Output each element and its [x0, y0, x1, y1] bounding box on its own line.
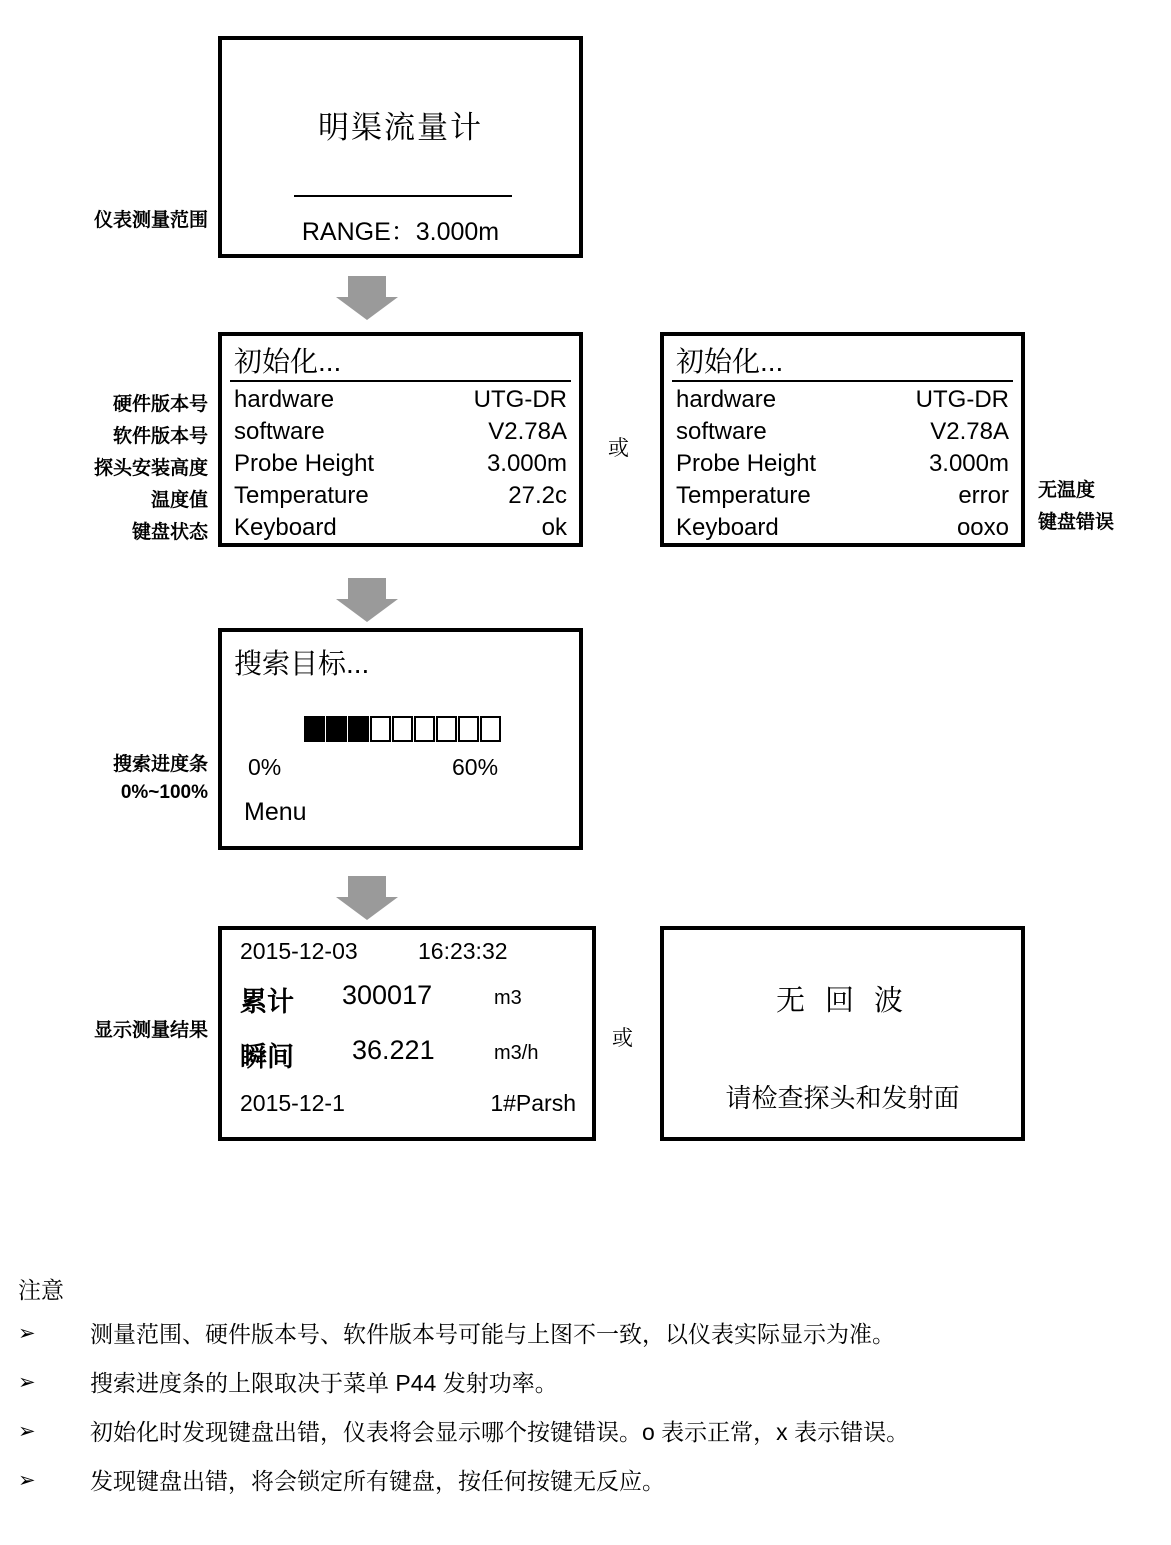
row-value: UTG-DR	[473, 386, 567, 413]
row-value: UTG-DR	[915, 386, 1009, 413]
label-hardware-version: 硬件版本号	[112, 394, 208, 415]
result-date: 2015-12-03	[240, 938, 358, 964]
no-echo-title: 无 回 波	[775, 985, 910, 1017]
progress-cell	[326, 716, 347, 742]
list-item	[18, 1466, 1148, 1496]
init-title-text: 初始化...	[234, 346, 342, 377]
note-text: 测量范围、硬件版本号、软件版本号可能与上图不一致，以仪表实际显示为准。	[90, 1321, 895, 1347]
label-measuring-range: 仪表测量范围	[93, 210, 208, 231]
note-text: 搜索进度条的上限取决于菜单 P44 发射功率。	[90, 1370, 558, 1396]
instant-flow-value: 36.221	[352, 1035, 435, 1065]
init-title-text: 初始化...	[676, 346, 784, 377]
progress-cell	[304, 716, 325, 742]
init-divider	[672, 380, 1013, 382]
table-row	[222, 416, 579, 448]
row-value: V2.78A	[488, 418, 567, 445]
row-key: Probe Height	[676, 450, 817, 477]
screen-search-target	[218, 628, 583, 850]
arrow-bullet-icon: ➢	[18, 1420, 36, 1443]
row-key: Keyboard	[234, 514, 337, 541]
row-key: software	[676, 418, 767, 445]
progress-cell	[480, 716, 501, 742]
flow-arrow-down-icon	[336, 578, 398, 622]
label-temperature: 温度值	[150, 490, 208, 511]
init-divider	[230, 380, 571, 382]
row-value: 27.2c	[508, 482, 567, 509]
screen-title	[218, 36, 583, 258]
instant-flow-label: 瞬间	[240, 1042, 294, 1072]
notes-heading: 注意	[18, 1277, 64, 1303]
arrow-bullet-icon: ➢	[18, 1371, 36, 1394]
progress-cell	[348, 716, 369, 742]
progress-value-label: 60%	[452, 754, 499, 780]
init-row-list	[222, 384, 579, 544]
label-software-version: 软件版本号	[112, 426, 208, 447]
total-flow-label: 累计	[240, 987, 294, 1017]
no-echo-message: 请检查探头和发射面	[725, 1083, 960, 1113]
row-value: ooxo	[956, 514, 1009, 541]
label-no-temperature: 无温度	[1038, 480, 1096, 501]
table-row	[222, 384, 579, 416]
list-item	[18, 1368, 1148, 1398]
row-value: V2.78A	[930, 418, 1009, 445]
label-search-progress-bar: 搜索进度条	[112, 754, 208, 775]
note-text: 发现键盘出错，将会锁定所有键盘，按任何按键无反应。	[90, 1468, 665, 1494]
screen-initialization-error	[660, 332, 1025, 547]
row-key: Temperature	[676, 482, 811, 509]
title-divider	[294, 195, 512, 197]
screen-no-echo	[660, 926, 1025, 1141]
table-row	[222, 512, 579, 544]
row-value: 3.000m	[486, 450, 567, 477]
search-title-text: 搜索目标...	[234, 648, 370, 679]
table-row	[222, 480, 579, 512]
row-key: hardware	[234, 386, 335, 413]
total-flow-value: 300017	[342, 980, 433, 1010]
progress-bar	[304, 716, 502, 742]
or-label-init: 或	[608, 437, 629, 460]
table-row	[664, 416, 1021, 448]
list-item	[18, 1417, 1148, 1447]
screen-initialization-ok	[218, 332, 583, 547]
total-flow-unit: m3	[494, 987, 522, 1009]
table-row	[664, 384, 1021, 416]
result-footer-date: 2015-12-1	[240, 1090, 345, 1116]
result-footer-channel: 1#Parsh	[490, 1090, 576, 1116]
label-measurement-result: 显示测量结果	[93, 1020, 208, 1041]
progress-cell	[414, 716, 435, 742]
row-value: 3.000m	[928, 450, 1009, 477]
note-text: 初始化时发现键盘出错，仪表将会显示哪个按键错误。o 表示正常，x 表示错误。	[90, 1419, 910, 1445]
table-row	[222, 448, 579, 480]
range-text: RANGE：3.000m	[301, 218, 500, 246]
table-row	[664, 480, 1021, 512]
instant-flow-unit: m3/h	[494, 1042, 539, 1064]
list-item	[18, 1319, 1148, 1349]
row-key: Keyboard	[676, 514, 779, 541]
table-row	[664, 512, 1021, 544]
arrow-bullet-icon: ➢	[18, 1469, 36, 1492]
row-key: Temperature	[234, 482, 369, 509]
row-key: software	[234, 418, 325, 445]
label-keyboard-error: 键盘错误	[1038, 512, 1115, 533]
table-row	[664, 448, 1021, 480]
progress-cell	[392, 716, 413, 742]
device-name-text: 明渠流量计	[318, 110, 483, 145]
flow-arrow-down-icon	[336, 876, 398, 920]
notes-section	[18, 1272, 1148, 1515]
or-label-result: 或	[612, 1027, 633, 1050]
label-search-progress-range: 0%~100%	[120, 782, 208, 803]
result-time: 16:23:32	[418, 938, 508, 964]
label-keyboard-status: 键盘状态	[131, 522, 208, 543]
progress-min-label: 0%	[248, 754, 282, 780]
progress-cell	[458, 716, 479, 742]
label-probe-height: 探头安装高度	[93, 458, 208, 479]
row-key: hardware	[676, 386, 777, 413]
row-value: ok	[541, 514, 567, 541]
init-row-list	[664, 384, 1021, 544]
row-value: error	[958, 482, 1009, 509]
arrow-bullet-icon: ➢	[18, 1322, 36, 1345]
progress-cell	[370, 716, 391, 742]
row-key: Probe Height	[234, 450, 375, 477]
menu-button[interactable]: Menu	[244, 798, 307, 826]
progress-cell	[436, 716, 457, 742]
screen-measurement-result	[218, 926, 596, 1141]
flow-arrow-down-icon	[336, 276, 398, 320]
